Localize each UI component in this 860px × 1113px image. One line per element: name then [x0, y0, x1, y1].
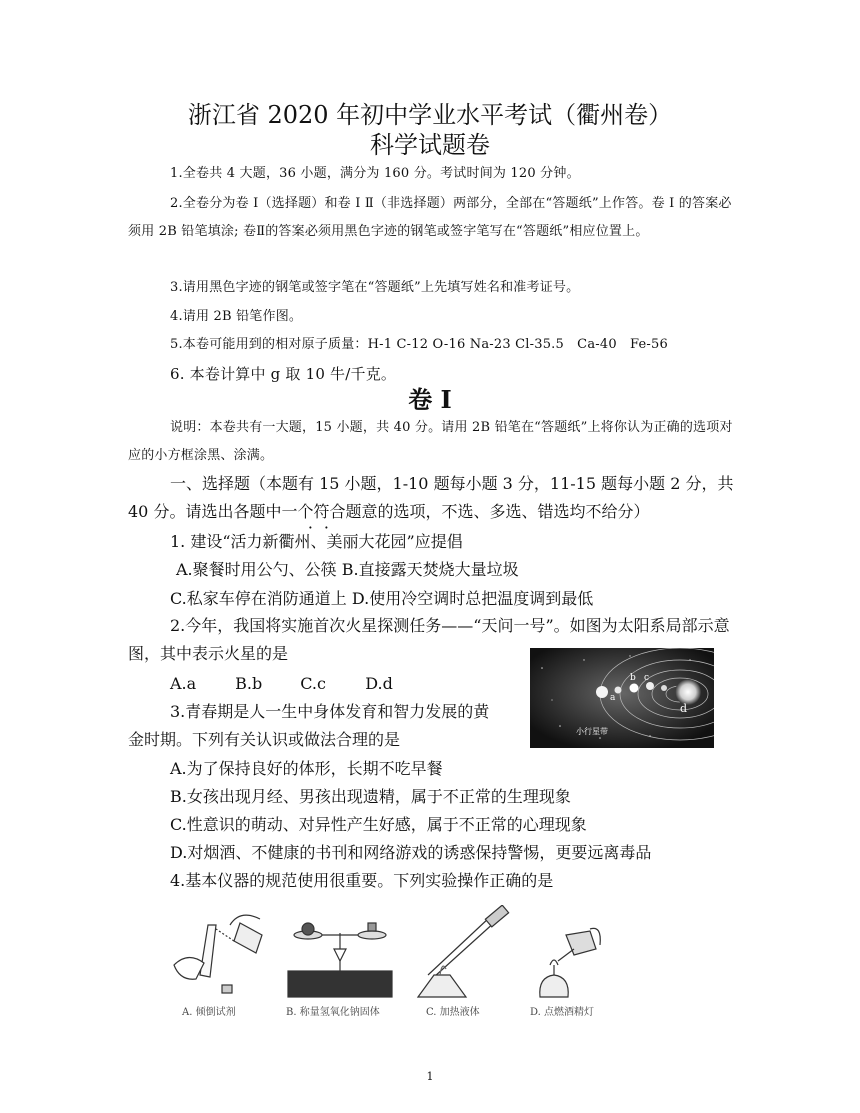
part-title-dotted-2: 个	[297, 502, 314, 521]
section-description: 说明：本卷共有一大题，15 小题，共 40 分。请用 2B 铅笔在“答题纸”上将你认为正确的选项对应的小方框涂黑、涂满。	[128, 420, 733, 463]
q3-option-c: C.性意识的萌动、对异性产生好感，属于不正常的心理现象	[170, 815, 587, 834]
figure-a-label: A. 倾倒试剂	[182, 1007, 236, 1018]
planet-label-c: c	[644, 673, 650, 683]
q3-stem-line1: 3.青春期是人一生中身体发育和智力发展的黄	[170, 702, 490, 721]
q3-option-a: A.为了保持良好的体形，长期不吃早餐	[170, 759, 443, 778]
part-title	[128, 470, 738, 526]
q2-option-a: A.a	[170, 674, 197, 693]
figure-c-label: C. 加热液体	[426, 1007, 480, 1018]
figure-d-label: D. 点燃酒精灯	[530, 1007, 595, 1018]
q2-options	[170, 670, 425, 698]
planet-label-b: b	[630, 673, 636, 683]
part-title-b: 符合题意的选项，不选、多选、错选均不给分）	[313, 502, 650, 521]
note-2: 2.全卷分为卷 I（选择题）和卷 I Ⅱ（非选择题）两部分，全部在“答题纸”上作答。卷 I 的答案必须用 2B 铅笔填涂; 卷Ⅱ的答案必须用黑色字迹的钢笔或签字笔写在“答题纸”相应位置上。	[128, 196, 732, 239]
planet-label-a: a	[610, 693, 616, 703]
q2-stem: 2.今年，我国将实施首次火星探测任务——“天问一号”。如图为太阳系局部示意图，其中表示火星的是	[128, 616, 730, 663]
lab-operations-figure	[170, 905, 650, 1020]
note-4: 4.请用 2B 铅笔作图。	[170, 309, 303, 324]
exam-title: 浙江省 2020 年初中学业水平考试（衢州卷）	[187, 101, 673, 129]
figure-d-light-alcohol-lamp	[540, 928, 601, 997]
q2-option-d: D.d	[365, 674, 393, 693]
figure-c-heating-liquid	[418, 905, 509, 997]
planet-label-d: d	[680, 702, 688, 715]
asteroid-belt-label: 小行星带	[576, 727, 608, 736]
q2-option-b: B.b	[235, 674, 263, 693]
q1-options-cd: C.私家车停在消防通道上 D.使用冷空调时总把温度调到最低	[170, 589, 594, 608]
part-title-a: 一、选择题（本题有 15 小题，1-10 题每小题 3 分，11-15 题每小题 2 分，共 40 分。请选出各题中	[128, 474, 734, 521]
q3-stem-line2: 金时期。下列有关认识或做法合理的是	[128, 730, 401, 749]
q2-option-c: C.c	[300, 674, 326, 693]
note-1: 1.全卷共 4 大题，36 小题，满分为 160 分。考试时间为 120 分钟。	[170, 166, 580, 181]
section-title: 卷 I	[408, 385, 452, 414]
figure-b-balance	[288, 923, 392, 997]
exam-subtitle: 科学试题卷	[370, 131, 490, 159]
figure-b-label: B. 称量氢氧化钠固体	[286, 1007, 380, 1018]
q4-stem: 4.基本仪器的规范使用很重要。下列实验操作正确的是	[170, 871, 554, 890]
q1-stem: 1. 建设“活力新衢州、美丽大花园”应提倡	[170, 532, 463, 551]
page-number: 1	[426, 1070, 434, 1083]
note-6: 6. 本卷计算中 g 取 10 牛/千克。	[170, 365, 397, 383]
q3-option-b: B.女孩出现月经、男孩出现遗精，属于不正常的生理现象	[170, 787, 571, 806]
q1-options-ab: A.聚餐时用公勺、公筷 B.直接露天焚烧大量垃圾	[176, 560, 519, 579]
figure-a-pour-reagent	[174, 915, 262, 993]
note-3: 3.请用黑色字迹的钢笔或签字笔在“答题纸”上先填写姓名和准考证号。	[170, 280, 580, 295]
q3-option-d: D.对烟酒、不健康的书刊和网络游戏的诱惑保持警惕，更要远离毒品	[170, 843, 652, 862]
part-title-dotted-1: 一	[281, 502, 298, 521]
note-5: 5.本卷可能用到的相对原子质量：H-1 C-12 O-16 Na-23 Cl-35.5 Ca-40 Fe-56	[170, 337, 668, 352]
solar-system-figure	[530, 648, 714, 748]
